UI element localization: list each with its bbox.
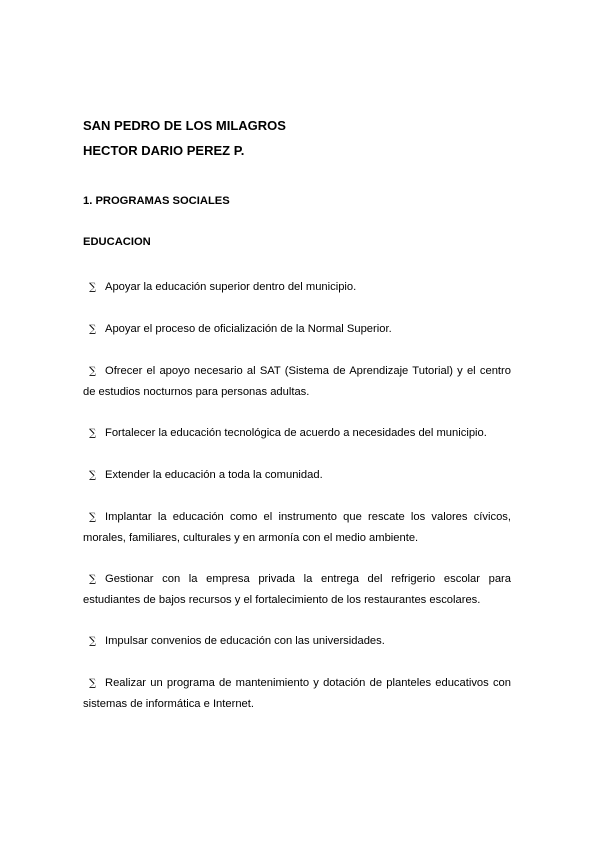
bullet-icon: ∑ [89, 282, 97, 293]
list-item [83, 673, 511, 714]
list-item [83, 569, 511, 610]
list-item-text: Implantar la educación como el instrumento que rescate los valores cívicos, morales, familiares, culturales y en armonía con el medio ambiente. [83, 511, 511, 544]
list-item-text: Fortalecer la educación tecnológica de acuerdo a necesidades del municipio. [105, 427, 487, 439]
list-item-text: Apoyar la educación superior dentro del municipio. [105, 281, 357, 293]
bullet-icon: ∑ [89, 324, 97, 335]
bullet-icon: ∑ [89, 678, 97, 689]
list-item-text: Gestionar con la empresa privada la entrega del refrigerio escolar para estudiantes de bajos recursos y el fortalecimiento de los restaurantes escolares. [83, 573, 511, 606]
list-item [83, 277, 511, 298]
bullet-icon: ∑ [89, 636, 97, 647]
list-item-text: Extender la educación a toda la comunidad. [105, 469, 323, 481]
list-item [83, 631, 511, 652]
bullet-icon: ∑ [89, 512, 97, 523]
list-item-text: Apoyar el proceso de oficialización de la Normal Superior. [105, 323, 392, 335]
bullet-icon: ∑ [89, 470, 97, 481]
section-title: 1. PROGRAMAS SOCIALES [83, 195, 230, 207]
bullet-icon: ∑ [89, 428, 97, 439]
municipality-title: SAN PEDRO DE LOS MILAGROS [83, 118, 286, 133]
bullet-icon: ∑ [89, 574, 97, 585]
list-item-text: Impulsar convenios de educación con las universidades. [105, 635, 385, 647]
list-item [83, 361, 511, 402]
list-item-text: Realizar un programa de mantenimiento y dotación de planteles educativos con sistemas de informática e Internet. [83, 677, 511, 710]
list-item [83, 319, 511, 340]
page-content [83, 117, 511, 735]
subsection-title: EDUCACION [83, 236, 151, 248]
list-item [83, 507, 511, 548]
author-name: HECTOR DARIO PEREZ P. [83, 143, 245, 158]
education-bullet-list [83, 277, 511, 714]
list-item [83, 423, 511, 444]
bullet-icon: ∑ [89, 366, 97, 377]
list-item-text: Ofrecer el apoyo necesario al SAT (Sistema de Aprendizaje Tutorial) y el centro de estudios nocturnos para personas adultas. [83, 365, 511, 398]
list-item [83, 465, 511, 486]
